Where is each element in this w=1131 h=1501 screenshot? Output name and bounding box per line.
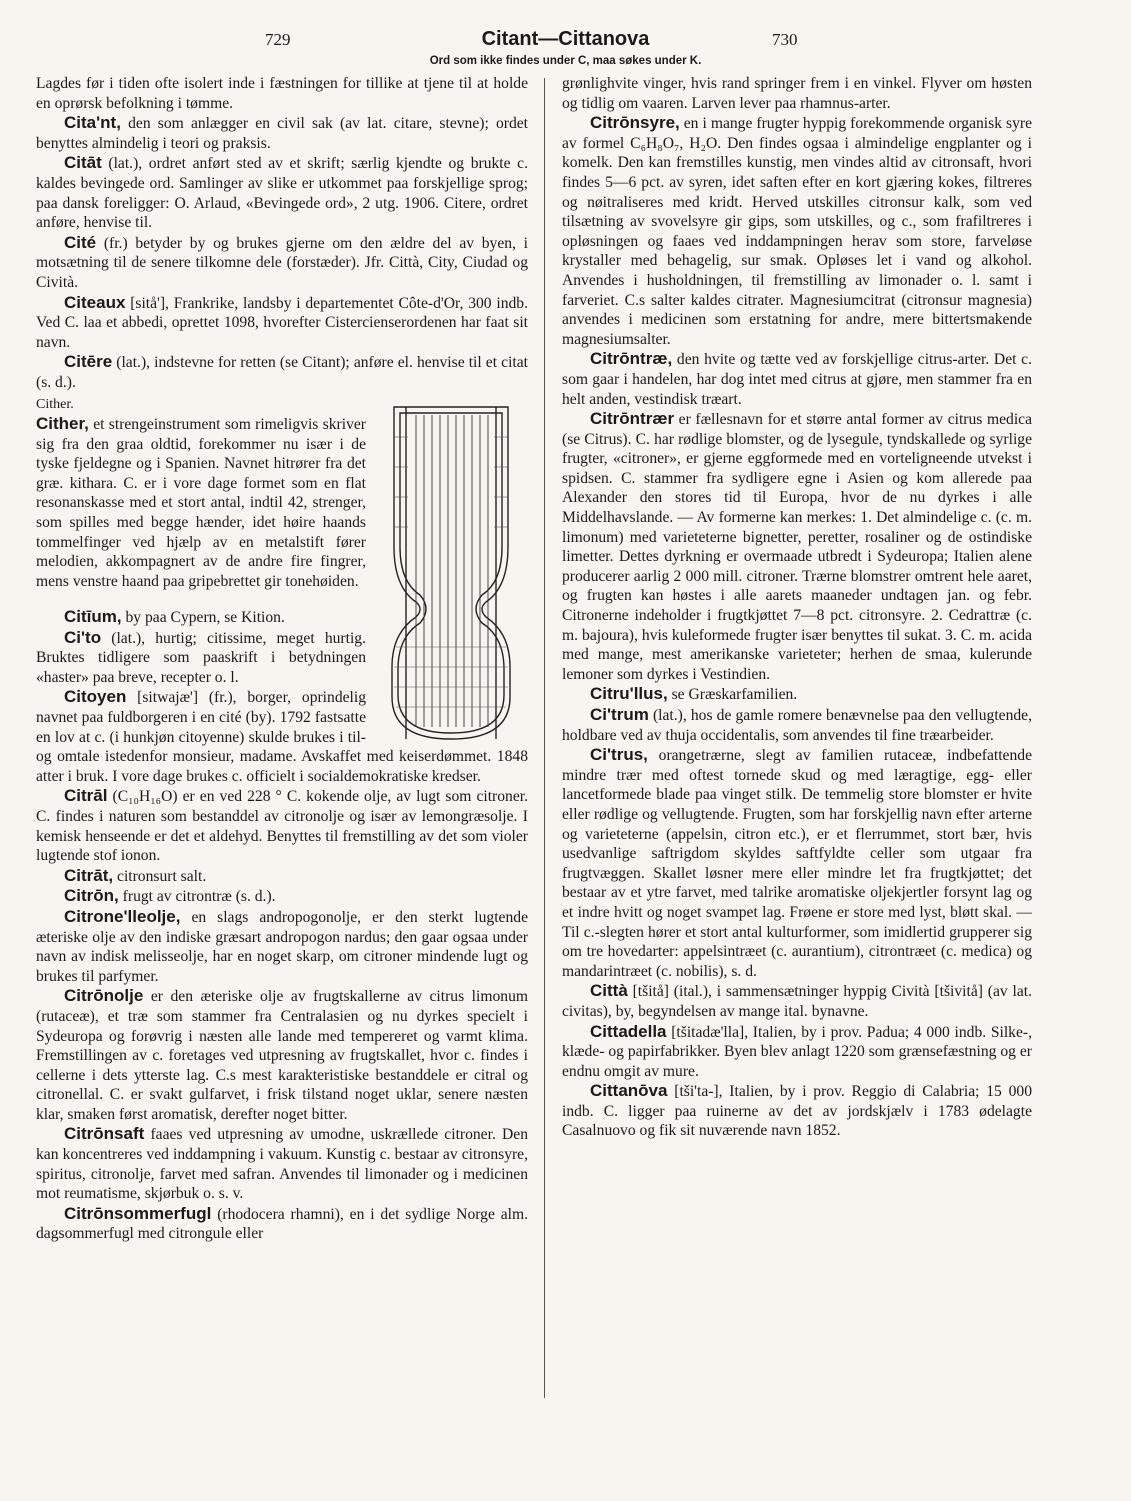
headword: Cittanōva: [590, 1081, 668, 1101]
entry-text: et strengeinstrument som rimeligvis skriver sig fra den graa oldtid, forekommer nu især i de tyske fjeldegne og i Spanien. Navnet hitrører fra det græ. kithara. C. er i vore dage formet som en flat resonanskasse med et stort antal, indtil 42, strenger, som spilles med begge hænder, idet høire haands tommelfinger ved hjælp av en metalstift fører melodien, akkompagnert av de andre fire fingrer, mens venstre haand paa gripebrettet gir tonehøiden.: [36, 416, 366, 590]
entry-citere: [36, 352, 528, 392]
headword: Cité: [64, 232, 97, 252]
headword: Cither,: [36, 414, 89, 434]
headword: Citrōntrær: [590, 409, 675, 429]
entry-text: (lat.), hurtig; citissime, meget hurtig. Bruktes tidligere som paaskrift i betydningen «haster» paa breve, recepter o. l.: [36, 629, 366, 686]
entry-text: se Græskarfamilien.: [667, 686, 798, 704]
headword: Citrōntræ,: [590, 349, 673, 369]
headword: Citāt: [64, 153, 102, 173]
entry-citrus: [562, 745, 1032, 981]
entry-text: (C₁₀H₁₆O) er en ved 228 ° C. kokende olje, av lugt som citroner. C. findes i naturen som bestanddel av citronolje og især av lemongræsolje. I kemisk henseende er det et aldehyd. Benyttes til fremstilling av det som violer lugtende stof ionon.: [36, 788, 528, 865]
entry-text: by paa Cypern, se Kition.: [121, 609, 285, 627]
entry-citronolje: [36, 986, 528, 1124]
headword: Citēre: [64, 352, 113, 372]
entry-text: [tšitå] (ital.), i sammensætninger hyppig Cività [tšivitå] (av lat. civitas), by, begyndelsen av mange ital. bynavne.: [562, 983, 1032, 1020]
figure-caption: Cither.: [36, 396, 74, 412]
entry-citrontraer: [562, 409, 1032, 684]
headword: Citrōnsaft: [64, 1124, 145, 1144]
headword: Ci'trus,: [590, 745, 648, 765]
headword: Citoyen: [64, 687, 127, 707]
headword: Cita'nt,: [64, 113, 121, 133]
entry-text: er den æteriske olje av frugtskallerne av citrus limonum (rutaceæ), et træ som stammer fra Centralasien og nu dyrkes specielt i Sydeuropa og forøvrig i næsten alle lande med tempereret og varmt klima. Fremstillingen av c. foretages ved utpresning av frugtskallet, hvor c. findes i cellerne i dets ytterste lag. C.s mest karakteristiske bestanddele er citral og citronellal. C. er svakt gulfarvet, i frisk tilstand noget uklar, senere næsten klar, smaken først aromatisk, derefter noget bitter.: [36, 988, 528, 1123]
left-column: [36, 74, 528, 1244]
entry-citrat: [36, 866, 528, 887]
entry-citrullus: [562, 684, 1032, 705]
entry-text: den som anlægger en civil sak (av lat. citare, stevne); ordet benyttes almindelig i teori og praksis.: [36, 115, 528, 152]
entry-text: den hvite og tætte ved av forskjellige citrus-arter. Det c. som gaar i handelen, har dog intet med citrus at gjøre, men stammer fra en helt anden, vestindisk træart.: [562, 351, 1032, 408]
headword: Citrōnsyre,: [590, 113, 680, 133]
entry-text: orangetrærne, slegt av familien rutaceæ, indbefattende mindre trær med oftest tornede skud og med læragtige, egg- eller lancetformede blade paa vinget stilk. De temmelig store blomster er hvite eller rødlige og vellugtende. Frugten, som har forskjellig navn efter arterne og varieteterne (appelsin, citron etc.), er et flerrummet, stort bær, hvis usedvanlige saftrigdom skyldes saftfyldte celler som utgaar fra frugtvæggen. Skallet løsner mere eller mindre let fra frugtkjøttet; det bestaar av et ytre farvet, med talrike aromatiske oljekjertler forsynt lag og et indre hvitt og noget svampet lag. Frøene er store med lyst, bløtt skal. — Til c.-slegten hører et stort antal kulturformer, som imidlertid grupperer sig om tre hovedarter: appelsintræet (c. aurantium), citrontræet (c. medica) og mandarintræet (c. nobilis), s. d.: [562, 747, 1032, 980]
headword: Citrone'lleolje,: [64, 906, 181, 926]
headword: Citrāl: [64, 786, 108, 806]
entry-text: grønlighvite vinger, hvis rand springer frem i en vinkel. Flyver om høsten og tidlig om vaaren. Larven lever paa rhamnus-arter.: [562, 75, 1032, 112]
entry-text: en i mange frugter hyppig forekommende organisk syre av formel C₆H₈O₇, H₂O. Den findes ogsaa i almindelige engplanter og i komelk. Den kan fremstilles kunstig, men vindes altid av citronsaft, hvori findes 5—6 pct. av syren, idet saften efter en kort gjæring kokes, filtreres og nøitraliseres med kridt. Herved utskilles citronsur kalk, som ved tilsætning av svovelsyre gir gips, som utskilles, og c., som frafiltreres i opløsningen og faaes ved inddampningen herav som store, farveløse krystaller med behagelig, sur smak. Opløses let i vand og alkohol. Anvendes i husholdningen, til fremstilling av limonader o. l. samt i farveriet. C.s salter kaldes citrater. Magnesiumcitrat (citronsur magnesia) anvendes i medicinen som erstatning for andre, mere bittertsmakende magnesiumsalter.: [562, 115, 1032, 348]
entry-continuation: [562, 74, 1032, 113]
headword: Città: [590, 981, 628, 1001]
entry-text: [tši'ta-], Italien, by i prov. Reggio di Calabria; 15 000 indb. C. ligger paa ruinerne av det av jordskjælv i 1783 ødelagte Casalnuovo og fik sit nuværende navn 1852.: [562, 1083, 1032, 1140]
entry-text: frugt av citrontræ (s. d.).: [118, 888, 276, 906]
page-header: [0, 0, 1131, 80]
running-title: Citant—Cittanova: [481, 28, 650, 50]
page-number-right: 730: [772, 30, 798, 49]
headword: Citeaux: [64, 292, 126, 312]
page-number-left: 729: [265, 30, 291, 49]
entry-text: en slags andropogonolje, er den sterkt lugtende æteriske olje av den indiske græsart andropogon nardus; den gaar ogsaa under navn av indisk melisseolje, har en noget skarp, om citroner mindende lugt og brukes til parfymer.: [36, 908, 528, 985]
headword: Ci'to: [64, 627, 102, 647]
entry-citron: [36, 886, 528, 907]
entry-cittadella: [562, 1022, 1032, 1082]
entry-text: (lat.), hos de gamle romere benævnelse paa den vellugtende, holdbare ved av thuja occidentalis, som anvendes til fine træarbeider.: [562, 707, 1032, 744]
running-subtitle: Ord som ikke findes under C, maa søkes under K.: [429, 55, 702, 67]
cither-figure: [376, 397, 526, 742]
entry-citronelleolje: [36, 907, 528, 986]
headword: Citrōn,: [64, 886, 119, 906]
entry-citronsaft: [36, 1124, 528, 1203]
entry-citant: [36, 113, 528, 153]
headword: Citrāt,: [64, 865, 114, 885]
entry-citronsommerfugl: [36, 1204, 528, 1244]
column-divider: [544, 78, 545, 1398]
entry-text: citronsurt salt.: [113, 867, 207, 885]
entry-text: [sitå'], Frankrike, landsby i departementet Côte-d'Or, 300 indb. Ved C. laa et abbedi, oprettet 1098, hvorefter Cistercienserordenen har faat sit navn.: [36, 294, 528, 351]
entry-text: (lat.), indstevne for retten (se Citant); anføre el. henvise til et citat (s. d.).: [36, 354, 528, 391]
entry-text: (rhodocera rhamni), en i det sydlige Norge alm. dagsommerfugl med citrongule eller: [36, 1205, 528, 1243]
headword: Ci'trum: [590, 705, 649, 724]
headword: Cittadella: [590, 1021, 667, 1041]
headword: Citīum,: [64, 607, 122, 627]
entry-citta: [562, 981, 1032, 1021]
entry-citrum: [562, 705, 1032, 745]
entry-text: [tšitadæ'lla], Italien, by i prov. Padua; 4 000 indb. Silke-, klæde- og papirfabrikker. Byen blev anlagt 1220 som grænsefæstning og er endnu omgit av mure.: [562, 1023, 1032, 1080]
right-column: [562, 74, 1032, 1141]
entry-citeaux: [36, 293, 528, 353]
headword: Citrōnolje: [64, 986, 144, 1006]
entry-cittanova: [562, 1081, 1032, 1141]
headword: Citru'llus,: [590, 684, 668, 704]
entry-text: [sitwajæ'] (fr.), borger, oprindelig navnet paa fuldborgeren i en cité (by). 1792 fastsatte en lov at c. (i hunkjøn citoyenne) skulde brukes i til- og omtale istedenfor monsieur, madame. Avskaffet med keiserdømmet. 1848 atter i bruk. I vore dage brukes c. officielt i socialdemokratiske kredser.: [36, 689, 528, 785]
entry-text: (lat.), ordret anført sted av et skrift; særlig kjendte og brukte c. kaldes bevingede ord. Samlinger av slike er utkommet paa forskjellige sprog; paa dansk foreligger: O. Arlaud, «Bevingede ord», 2 utg. 1906. Citere, ordret anføre, henvise til.: [36, 155, 528, 232]
entry-text: Lagdes før i tiden ofte isolert inde i fæstningen for tillike at tjene til at holde en oprørsk befolkning i tømme.: [36, 75, 528, 112]
entry-citat: [36, 153, 528, 232]
cither-illustration: [386, 397, 516, 742]
entry-text: er fællesnavn for et større antal former av citrus medica (se Citrus). C. har rødlige blomster, og de lysegule, tyndskallede og syrlige frugter, «citroner», er gjerne eggformede med en vorteligneende utvekst i spidsen. C. stammer fra sydligere egne i Asien og kom allerede paa Alexander den stores tid til Europa, hvor de nu dyrkes i alle Middelhavslande. — Av formerne kan merkes: 1. Det almindelige c. (c. m. limonum) med varieteterne bignetter, peretter, rosaliner og de ostindiske limetter. Dettes dyrkning er overmaade utbredt i Sydeuropa; Italien alene producerer aarlig 2 000 mill. citroner. Trærne blomstrer omtrent hele aaret, og frugten kan høstes i alle aarets maaneder undtagen jan. og febr. Citronerne indeholder i frugtkjøttet 7—8 pct. citronsyre. 2. Cedrattræ (c. m. bajoura), hvis kuleformede frugter især benyttes til sukat. 3. C. m. acida med mange, mest amerikanske varieteter; herhen de smaa, kulerunde lemoner som dyrkes i Vestindien.: [562, 411, 1032, 683]
entry-text: (fr.) betyder by og brukes gjerne om den ældre del av byen, i motsætning til de senere tilkomne dele (forstæder). Jfr. Città, City, Ciudad og Cività.: [36, 234, 528, 291]
headword: Citrōnsommerfugl: [64, 1203, 212, 1223]
entry-text: faaes ved utpresning av umodne, uskrællede citroner. Den kan koncentreres ved inddampning i vakuum. Kunstig c. bestaar av citronsyre, spiritus, citronolje, farvet med safran. Anvendes til limonader og i medicinen mot reumatisme, skjørbuk o. s. v.: [36, 1126, 528, 1203]
entry-continuation: [36, 74, 528, 113]
entry-citrontrae: [562, 349, 1032, 409]
entry-cite: [36, 233, 528, 293]
entry-citral: [36, 786, 528, 865]
entry-citronsyre: [562, 113, 1032, 349]
